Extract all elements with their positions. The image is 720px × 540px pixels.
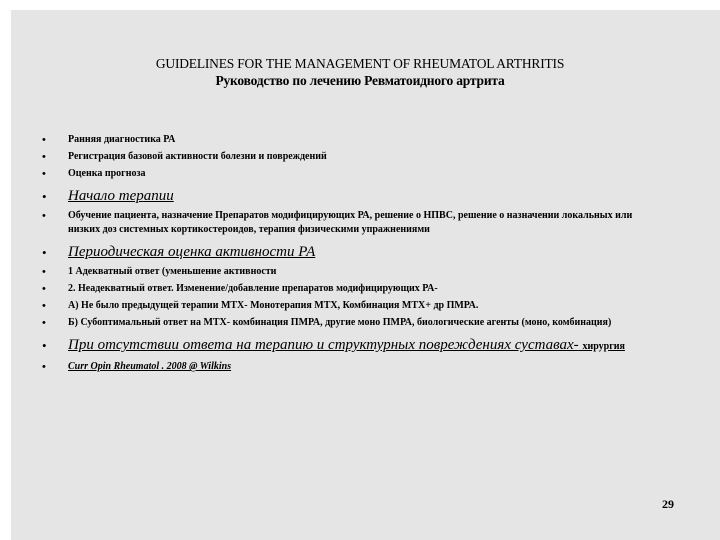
item-text: Оценка прогноза bbox=[68, 168, 146, 179]
slide-title bbox=[0, 56, 720, 89]
heading-trailing-text: хирургия bbox=[582, 341, 625, 352]
list-item bbox=[42, 299, 662, 313]
bullet-list bbox=[42, 133, 662, 374]
list-item bbox=[42, 150, 662, 164]
list-item bbox=[42, 133, 662, 147]
bullet-icon: • bbox=[42, 168, 46, 180]
item-text: 1 Адекватный ответ (уменьшение активности bbox=[68, 266, 277, 277]
section-heading bbox=[42, 336, 662, 356]
item-text: Б) Субоптимальный ответ на МТХ- комбинация ПМРА, другие моно ПМРА, биологические агенты (моно, комбинация) bbox=[68, 317, 612, 328]
section-heading bbox=[42, 243, 662, 261]
list-item bbox=[42, 265, 662, 279]
bullet-icon: • bbox=[42, 189, 47, 204]
item-text: А) Не было предыдущей терапии МТХ- Монотерапия МТХ, Комбинация МТХ+ др ПМРА. bbox=[68, 300, 479, 311]
bullet-icon: • bbox=[42, 338, 47, 353]
item-text: Обучение пациента, назначение Препаратов модифицирующих РА, решение о НПВС, решение о назначении локальных или низких доз системных кортикостероидов, терапия физическими упражнениями bbox=[68, 210, 633, 235]
title-russian: Руководство по лечению Ревматоидного артрита bbox=[215, 73, 505, 88]
item-text: Ранняя диагностика РА bbox=[68, 134, 176, 145]
item-text: Регистрация базовой активности болезни и повреждений bbox=[68, 151, 327, 162]
citation-text: Curr Opin Rheumatol . 2008 @ Wilkins bbox=[68, 361, 232, 372]
title-english: GUIDELINES FOR THE MANAGEMENT OF RHEUMATOL ARTHRITIS bbox=[155, 56, 565, 71]
heading-text: Начало терапии bbox=[68, 188, 174, 204]
bullet-icon: • bbox=[42, 266, 46, 278]
bullet-icon: • bbox=[42, 283, 46, 295]
heading-text: При отсутствии ответа на терапию и структурных повреждениях суставах- bbox=[68, 337, 579, 353]
section-heading bbox=[42, 187, 662, 205]
bullet-icon: • bbox=[42, 245, 47, 260]
bullet-icon: • bbox=[42, 361, 46, 373]
bullet-icon: • bbox=[42, 210, 46, 222]
bullet-icon: • bbox=[42, 300, 46, 312]
heading-text: Периодическая оценка активности РА bbox=[68, 244, 316, 260]
list-item bbox=[42, 209, 662, 237]
citation bbox=[42, 360, 662, 374]
list-item bbox=[42, 316, 662, 330]
item-text: 2. Неадекватный ответ. Изменение/добавление препаратов модифицирующих РА- bbox=[68, 283, 438, 294]
bullet-icon: • bbox=[42, 317, 46, 329]
bullet-icon: • bbox=[42, 151, 46, 163]
bullet-icon: • bbox=[42, 134, 46, 146]
list-item bbox=[42, 282, 662, 296]
list-item bbox=[42, 167, 662, 181]
page-number: 29 bbox=[662, 497, 674, 511]
